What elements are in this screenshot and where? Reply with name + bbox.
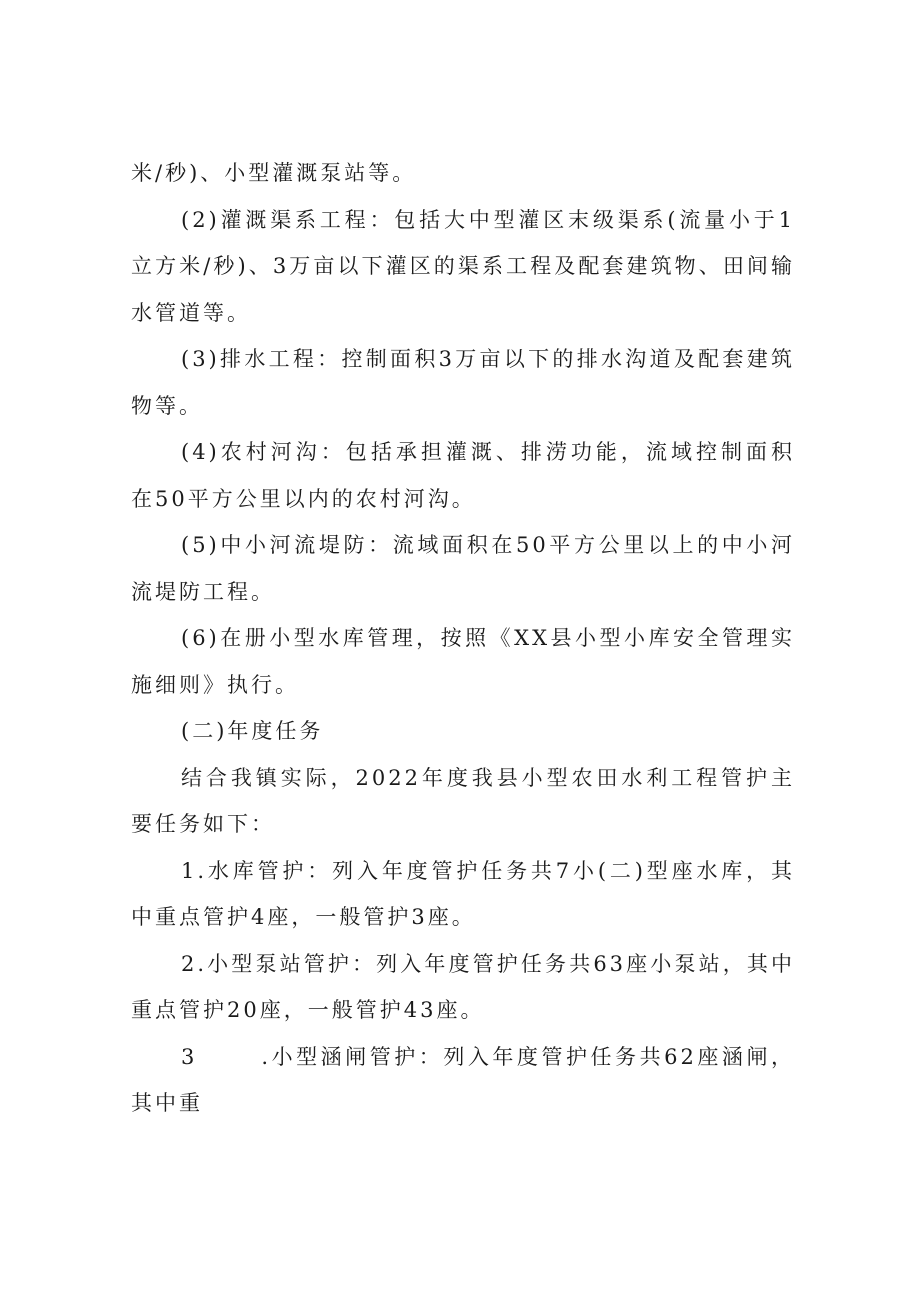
paragraph-drainage: (3)排水工程：控制面积3万亩以下的排水沟道及配套建筑物等。 xyxy=(131,347,795,418)
paragraph-sluice-task xyxy=(131,1034,795,1127)
list-number: 3 xyxy=(181,1044,198,1069)
paragraph-irrigation-canal: (2)灌溉渠系工程：包括大中型灌区末级渠系(流量小于1立方米/秒)、3万亩以下灌区的渠系工程及配套建筑物、田间输水管道等。 xyxy=(131,207,795,325)
paragraph-continuation: 米/秒)、小型灌溉泵站等。 xyxy=(131,161,417,185)
section-heading-annual-tasks: (二)年度任务 xyxy=(181,719,324,743)
document-body xyxy=(131,150,795,1127)
paragraph-pump-task: 2.小型泵站管护：列入年度管护任务共63座小泵站，其中重点管护20座，一般管护43座。 xyxy=(131,951,795,1022)
paragraph-reservoir-management: (6)在册小型水库管理，按照《XX县小型小库安全管理实施细则》执行。 xyxy=(131,626,795,697)
paragraph-sluice-text: .小型涵闸管护：列入年度管护任务共62座涵闸，其中重 xyxy=(131,1044,795,1115)
paragraph-rural-ditch: (4)农村河沟：包括承担灌溉、排涝功能，流域控制面积在50平方公里以内的农村河沟。 xyxy=(131,440,795,511)
paragraph-task-intro: 结合我镇实际，2022年度我县小型农田水利工程管护主要任务如下： xyxy=(131,765,795,836)
paragraph-reservoir-task: 1.水库管护：列入年度管护任务共7小(二)型座水库，其中重点管护4座，一般管护3座。 xyxy=(131,858,795,929)
paragraph-river-levee: (5)中小河流堤防：流域面积在50平方公里以上的中小河流堤防工程。 xyxy=(131,533,795,604)
